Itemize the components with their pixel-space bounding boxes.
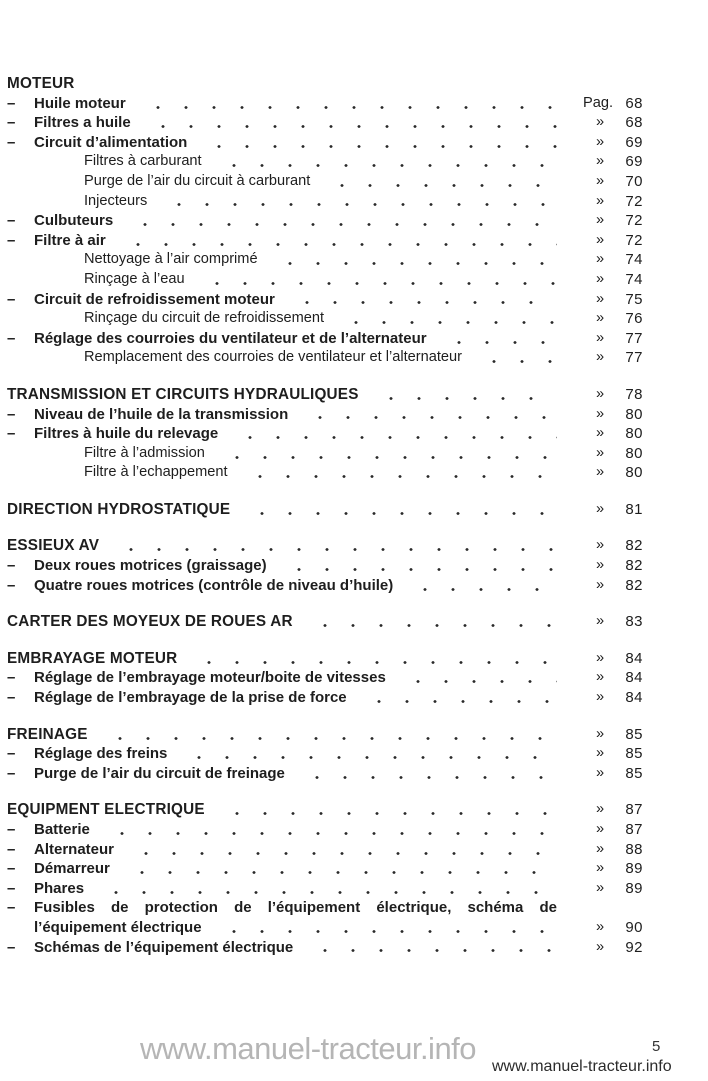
dot-leader (214, 930, 557, 933)
page-ref: 88 (625, 840, 643, 858)
toc-row (7, 133, 643, 153)
toc-row (7, 820, 643, 840)
page-ref: 80 (625, 444, 643, 462)
toc-row (7, 764, 643, 784)
row-label: Réglage des courroies du ventilateur et de l’alternateur (34, 329, 427, 347)
page-prefix: » (595, 464, 605, 481)
toc-row (7, 576, 643, 596)
dash-icon: – (7, 745, 16, 763)
row-label: Circuit d’alimentation (34, 133, 188, 151)
toc-section (7, 612, 643, 632)
toc-row (7, 725, 643, 745)
page-prefix: » (595, 557, 605, 574)
dash-icon: – (7, 669, 16, 687)
row-label: Fusibles de protection de l’équipement électrique, schéma de (34, 899, 557, 917)
dot-leader (474, 360, 557, 363)
page-ref: 75 (625, 290, 643, 308)
dot-leader (217, 812, 557, 815)
page-prefix: » (595, 879, 605, 896)
row-label: Batterie (34, 821, 90, 838)
toc-section (7, 800, 643, 957)
row-label: Filtres à carburant (84, 153, 202, 170)
page-ref: 85 (625, 745, 643, 763)
row-label: l’équipement électrique (34, 918, 202, 936)
dot-leader (179, 756, 557, 759)
page-ref: 77 (625, 349, 643, 367)
page-ref: 89 (625, 879, 643, 897)
dot-leader (270, 262, 557, 265)
dash-icon: – (7, 133, 16, 151)
toc-row (7, 211, 643, 231)
page-prefix: » (595, 172, 605, 189)
dash-icon: – (7, 329, 16, 347)
toc-row (7, 329, 643, 349)
dot-leader (197, 282, 557, 285)
toc-section (7, 536, 643, 595)
page-ref: 92 (625, 938, 643, 956)
dot-leader (405, 588, 557, 591)
row-label: Filtres a huile (34, 114, 131, 132)
row-label: Injecteurs (84, 192, 148, 209)
dot-leader (143, 125, 557, 128)
toc-row (7, 250, 643, 270)
dash-icon: – (7, 557, 16, 575)
toc-row (7, 152, 643, 172)
toc-row (7, 879, 643, 899)
page-prefix: » (595, 405, 605, 422)
dash-icon: – (7, 821, 16, 838)
dot-leader (300, 416, 557, 419)
dot-leader (305, 949, 557, 952)
dash-icon: – (7, 576, 16, 594)
page-ref: 83 (625, 613, 643, 631)
page-ref: 85 (625, 725, 643, 743)
toc-row (7, 612, 643, 632)
row-label: Deux roues motrices (graissage) (34, 557, 267, 575)
page-ref: 80 (625, 464, 643, 482)
dot-leader (159, 203, 557, 206)
section-title: DIRECTION HYDROSTATIQUE (7, 500, 231, 518)
dot-leader (336, 321, 557, 324)
dash-icon: – (7, 879, 16, 897)
page-ref: 82 (625, 537, 643, 555)
page-prefix: » (595, 537, 605, 554)
row-label: Réglage de l’embrayage moteur/boite de vitesses (34, 669, 386, 687)
dash-icon: – (7, 860, 16, 878)
row-label: Rinçage du circuit de refroidissement (84, 310, 325, 327)
toc-row (7, 463, 643, 483)
dot-leader (398, 680, 557, 683)
toc-row (7, 859, 643, 879)
page-prefix: » (595, 212, 605, 229)
dot-leader (199, 145, 557, 148)
page-ref: 68 (625, 94, 643, 112)
dash-icon (7, 309, 34, 329)
page-ref: 78 (625, 385, 643, 403)
dot-leader (138, 106, 557, 109)
page-ref: 85 (625, 764, 643, 782)
page-prefix: » (595, 613, 605, 630)
toc-section (7, 500, 643, 520)
toc-row (7, 556, 643, 576)
dash-icon: – (7, 938, 16, 956)
toc-row (7, 938, 643, 958)
toc-row (7, 172, 643, 192)
page-prefix: » (595, 231, 605, 248)
dot-leader (297, 776, 557, 779)
page-ref: 72 (625, 192, 643, 210)
dot-leader (439, 341, 557, 344)
page-prefix: » (595, 918, 605, 935)
toc-row (7, 668, 643, 688)
toc-row (7, 800, 643, 820)
toc-row (7, 231, 643, 251)
dot-leader (279, 568, 557, 571)
row-label: Rinçage à l’eau (84, 270, 185, 287)
dash-icon: – (7, 405, 16, 423)
toc-row (7, 74, 643, 94)
dash-icon: – (7, 212, 16, 230)
dash-icon: – (7, 840, 16, 858)
row-label: Nettoyage à l’air comprimé (84, 251, 258, 268)
page-prefix: » (595, 938, 605, 955)
dash-icon (7, 463, 34, 483)
page-prefix: » (595, 444, 605, 461)
page-prefix: » (595, 840, 605, 857)
dot-leader (100, 737, 557, 740)
page-prefix: » (595, 801, 605, 818)
toc-row (7, 649, 643, 669)
toc-row (7, 192, 643, 212)
dot-leader (96, 891, 557, 894)
toc-section (7, 74, 643, 368)
page-prefix: » (595, 764, 605, 781)
row-label: Niveau de l’huile de la transmission (34, 405, 289, 423)
row-label: Réglage des freins (34, 745, 168, 763)
toc-row (7, 348, 643, 368)
dash-icon: – (7, 94, 16, 112)
page-prefix: » (595, 192, 605, 209)
page-prefix: » (595, 649, 605, 666)
toc-row (7, 840, 643, 860)
page-ref: 76 (625, 310, 643, 328)
page-prefix: » (595, 576, 605, 593)
section-title: TRANSMISSION ET CIRCUITS HYDRAULIQUES (7, 385, 359, 403)
dash-icon: – (7, 899, 16, 917)
page-ref: 70 (625, 172, 643, 190)
page-prefix: » (595, 270, 605, 287)
toc-row (7, 385, 643, 405)
dot-leader (371, 397, 557, 400)
row-label: Circuit de refroidissement moteur (34, 290, 275, 308)
page-prefix: » (595, 860, 605, 877)
dash-icon (7, 152, 34, 172)
toc-row (7, 688, 643, 708)
dash-icon (7, 444, 34, 464)
page-prefix: » (595, 425, 605, 442)
row-label: Huile moteur (34, 94, 126, 112)
toc-row (7, 309, 643, 329)
dash-icon: – (7, 290, 16, 308)
page-prefix: » (595, 310, 605, 327)
dash-icon (7, 192, 34, 212)
page-ref: 87 (625, 821, 643, 838)
toc-row (7, 424, 643, 444)
toc-row (7, 94, 643, 114)
toc-row (7, 536, 643, 556)
dot-leader (118, 243, 557, 246)
dot-leader (242, 512, 557, 515)
page-prefix: » (595, 669, 605, 686)
page-prefix: » (595, 500, 605, 517)
dot-leader (359, 700, 557, 703)
dot-leader (189, 661, 557, 664)
toc-row (7, 290, 643, 310)
toc-row (7, 898, 643, 918)
dot-leader (102, 832, 557, 835)
toc-row (7, 405, 643, 425)
page-prefix: » (595, 349, 605, 366)
dash-icon: – (7, 114, 16, 132)
page-ref: 69 (625, 153, 643, 171)
page-ref: 90 (625, 918, 643, 936)
page-prefix: Pag. (583, 94, 614, 111)
page-prefix: » (595, 329, 605, 346)
row-label: Culbuteurs (34, 212, 114, 230)
page-prefix: » (595, 251, 605, 268)
page-ref: 68 (625, 114, 643, 132)
page-prefix (583, 898, 617, 918)
toc-row (7, 744, 643, 764)
row-label: Filtre à l’admission (84, 444, 205, 461)
dash-icon: – (7, 425, 16, 443)
row-label: Filtre à l’echappement (84, 464, 228, 481)
page-prefix: » (595, 290, 605, 307)
page-ref (617, 898, 643, 918)
dot-leader (287, 301, 557, 304)
page-prefix: » (595, 133, 605, 150)
page-prefix: » (595, 689, 605, 706)
toc-row (7, 113, 643, 133)
page-ref: 74 (625, 251, 643, 269)
page-prefix: » (595, 821, 605, 837)
page-ref: 84 (625, 649, 643, 667)
row-label: Schémas de l’équipement électrique (34, 938, 294, 956)
table-of-contents (7, 74, 643, 957)
page-number: 5 (652, 1038, 661, 1055)
row-label: Démarreur (34, 860, 110, 878)
dash-icon: – (7, 231, 16, 249)
section-title: FREINAGE (7, 725, 88, 743)
page-prefix: » (595, 385, 605, 402)
page-ref: 69 (625, 133, 643, 151)
page-prefix: » (595, 153, 605, 170)
dash-icon (7, 348, 34, 368)
section-title: ESSIEUX AV (7, 537, 100, 555)
page-ref: 80 (625, 405, 643, 423)
page-prefix: » (595, 725, 605, 742)
section-title: MOTEUR (7, 75, 75, 92)
toc-section (7, 649, 643, 708)
dash-icon: – (7, 764, 16, 782)
row-label: Réglage de l’embrayage de la prise de force (34, 689, 347, 707)
row-label: Phares (34, 879, 85, 897)
toc-section (7, 725, 643, 784)
page-ref: 84 (625, 669, 643, 687)
toc-section (7, 385, 643, 483)
dot-leader (217, 456, 557, 459)
toc-row (7, 444, 643, 464)
section-title: EQUIPMENT ELECTRIQUE (7, 801, 205, 819)
page-ref: 72 (625, 212, 643, 230)
page-ref: 81 (625, 500, 643, 518)
dot-leader (125, 223, 557, 226)
row-label: Filtres à huile du relevage (34, 425, 219, 443)
watermark-large: www.manuel-tracteur.info (140, 1031, 477, 1066)
toc-row (7, 918, 643, 938)
page-ref: 82 (625, 576, 643, 594)
page-ref: 74 (625, 270, 643, 288)
dot-leader (111, 548, 557, 551)
section-title: EMBRAYAGE MOTEUR (7, 649, 178, 667)
dash-icon (7, 270, 34, 290)
dot-leader (230, 436, 557, 439)
row-label: Purge de l’air du circuit à carburant (84, 172, 311, 189)
toc-row (7, 500, 643, 520)
dash-icon (7, 918, 34, 938)
watermark-small: www.manuel-tracteur.info (492, 1058, 672, 1075)
row-label: Purge de l’air du circuit de freinage (34, 764, 285, 782)
page-ref: 87 (625, 801, 643, 819)
dash-icon: – (7, 689, 16, 707)
toc-row (7, 270, 643, 290)
page-ref: 89 (625, 860, 643, 878)
page-prefix: » (595, 114, 605, 131)
row-label: Alternateur (34, 840, 115, 858)
dot-leader (122, 871, 557, 874)
page-ref: 84 (625, 689, 643, 707)
dash-icon (7, 250, 34, 270)
row-label: Quatre roues motrices (contrôle de niveau d’huile) (34, 576, 394, 594)
dot-leader (126, 852, 557, 855)
dot-leader (214, 164, 557, 167)
dot-leader (322, 184, 557, 187)
page-ref: 80 (625, 425, 643, 443)
page-prefix: » (595, 745, 605, 762)
page-ref: 72 (625, 231, 643, 249)
row-label: Filtre à air (34, 231, 106, 249)
page-ref: 82 (625, 557, 643, 575)
row-label: Remplacement des courroies de ventilateur et l’alternateur (84, 349, 463, 366)
dash-icon (7, 172, 34, 192)
dot-leader (305, 624, 557, 627)
page-ref: 77 (625, 329, 643, 347)
dot-leader (240, 475, 557, 478)
section-title: CARTER DES MOYEUX DE ROUES AR (7, 613, 293, 631)
